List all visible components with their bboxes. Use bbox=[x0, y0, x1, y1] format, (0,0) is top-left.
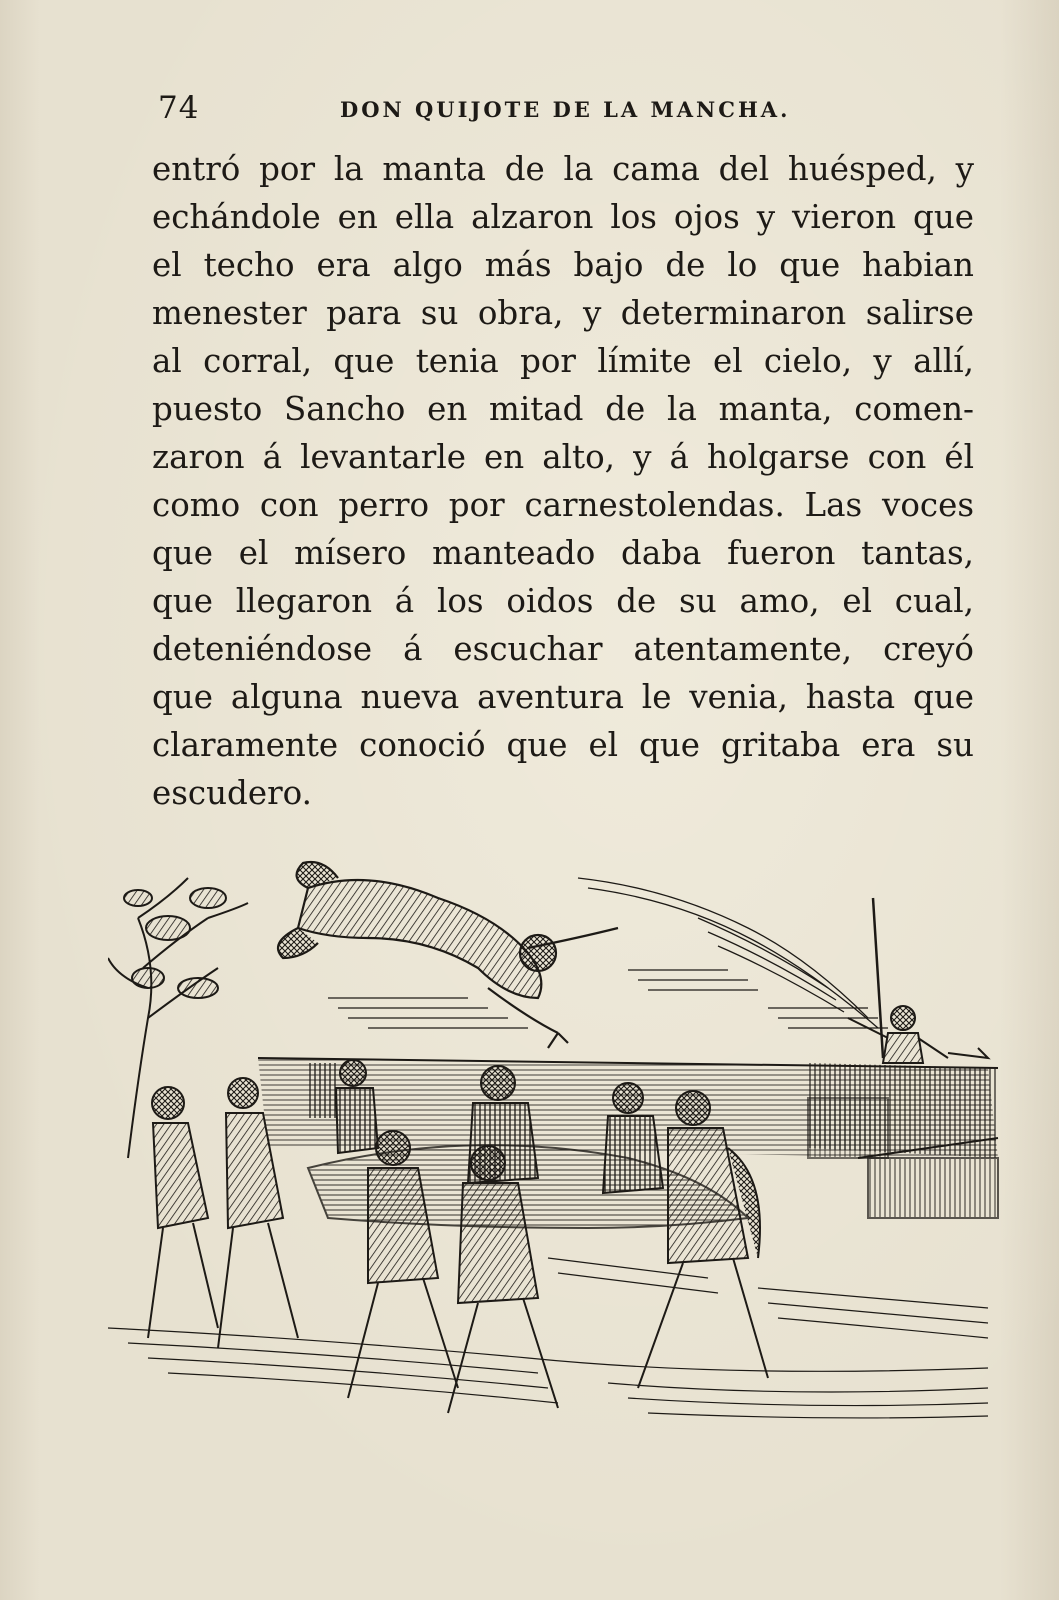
text-line: al corral, que tenia por límite el cielo, y allí, bbox=[152, 342, 974, 380]
body-text bbox=[152, 145, 974, 817]
text-line: deteniéndose á escuchar atentamente, creyó bbox=[152, 630, 974, 668]
page-number: 74 bbox=[158, 90, 200, 126]
text-line: echándole en ella alzaron los ojos y vieron que bbox=[152, 198, 974, 236]
text-line: el techo era algo más bajo de lo que habian bbox=[152, 246, 974, 284]
window-figure bbox=[848, 898, 988, 1063]
text-line: menester para su obra, y determinaron salirse bbox=[152, 294, 974, 332]
text-line: claramente conoció que el que gritaba era su bbox=[152, 726, 974, 764]
text-line: puesto Sancho en mitad de la manta, comen- bbox=[152, 390, 974, 428]
blanket-tossing-engraving-icon bbox=[108, 858, 1008, 1428]
running-head bbox=[158, 90, 968, 130]
text-line: que el mísero manteado daba fueron tantas, bbox=[152, 534, 974, 572]
text-line: que alguna nueva aventura le venia, hasta que bbox=[152, 678, 974, 716]
text-line: que llegaron á los oidos de su amo, el cual, bbox=[152, 582, 974, 620]
tossed-sancho bbox=[278, 862, 618, 1048]
text-line: zaron á levantarle en alto, y á holgarse con él bbox=[152, 438, 974, 476]
ground bbox=[108, 1258, 988, 1418]
text-line: como con perro por carnestolendas. Las voces bbox=[152, 486, 974, 524]
text-line: escudero. bbox=[152, 774, 312, 812]
text-line: entró por la manta de la cama del huésped, y bbox=[152, 150, 974, 188]
running-title: DON QUIJOTE DE LA MANCHA. bbox=[340, 97, 791, 122]
